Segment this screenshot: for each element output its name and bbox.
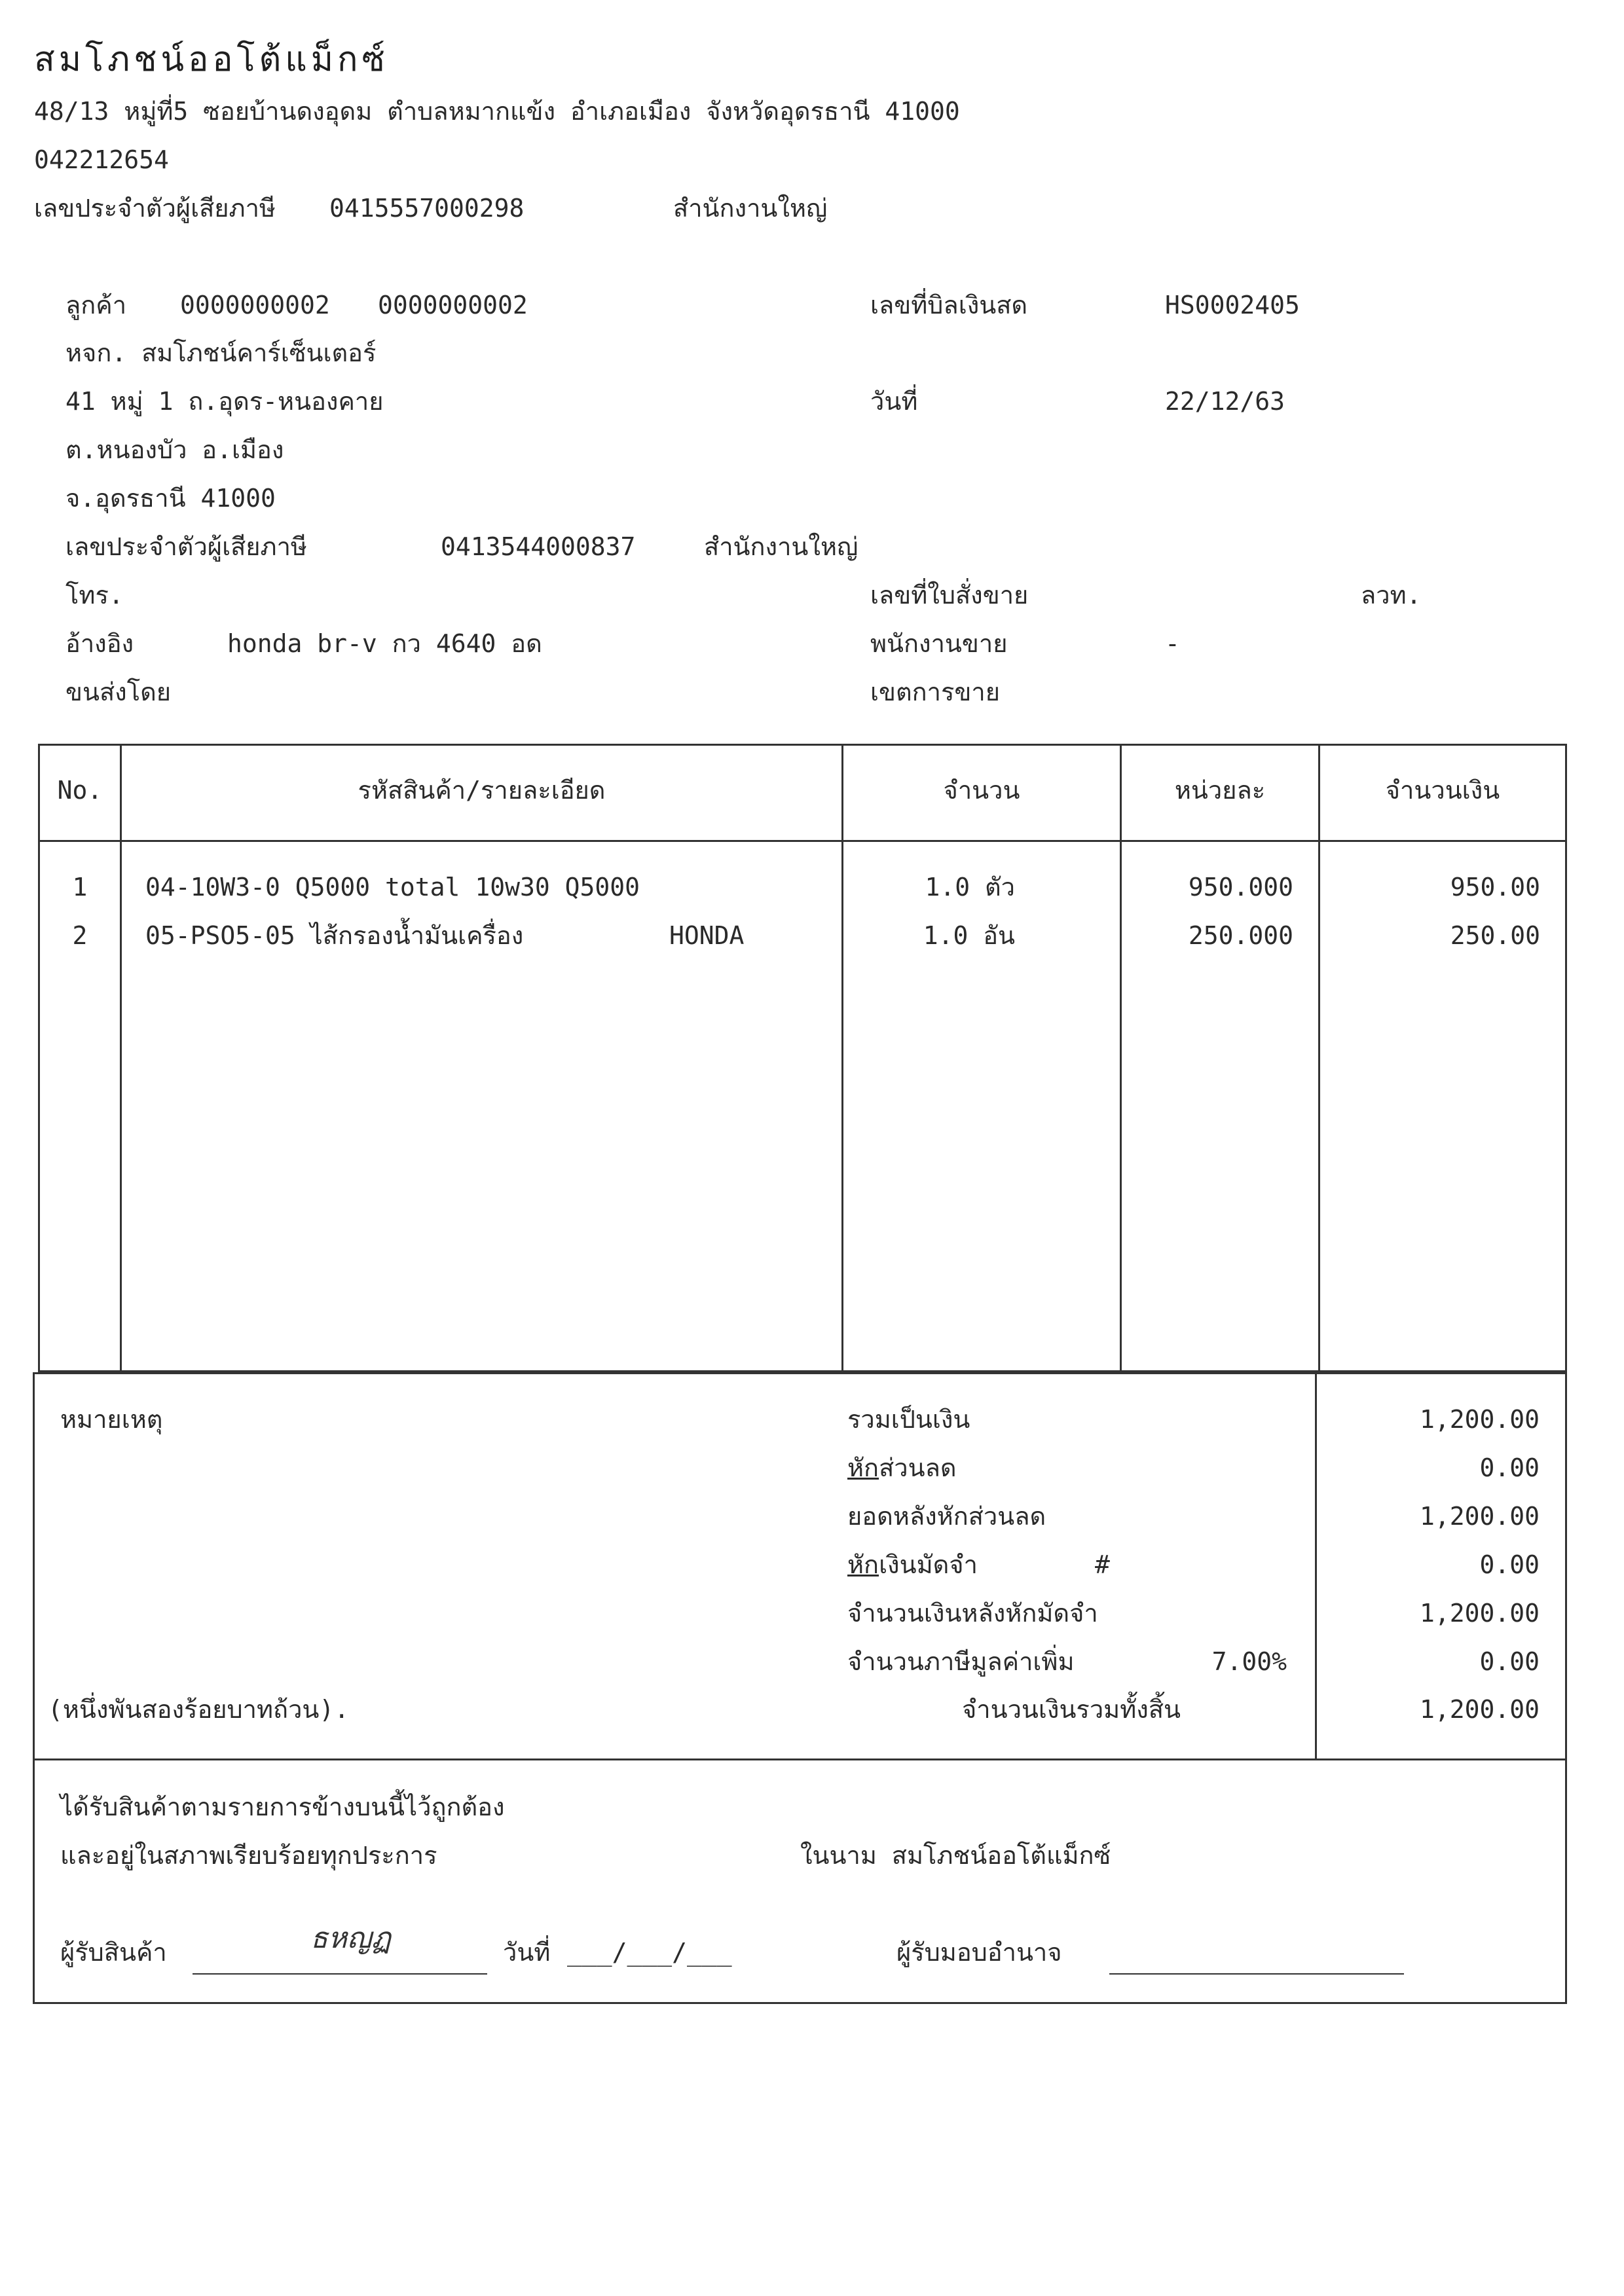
deposit-label — [847, 1550, 978, 1580]
col-divider — [841, 744, 843, 1372]
col-divider — [1120, 744, 1122, 1372]
col-divider — [120, 744, 122, 1372]
row-description: 05-PSO5-05 ไส้กรองน้ำมันเครื่อง — [145, 921, 524, 950]
customer-tax-id: 0413544000837 — [441, 532, 636, 561]
after-discount-value: 1,200.00 — [1419, 1502, 1540, 1531]
grand-total-value: 1,200.00 — [1419, 1695, 1540, 1724]
customer-code-2: 0000000002 — [378, 291, 528, 319]
after-deposit-value: 1,200.00 — [1419, 1599, 1540, 1628]
header-amount: จำนวนเงิน — [1385, 776, 1500, 805]
row-amount: 950.00 — [1450, 873, 1540, 902]
received-line-1: ได้รับสินค้าตามรายการข้างบนนี้ไว้ถูกต้อง — [60, 1793, 505, 1821]
order-extra: ลวท. — [1361, 581, 1422, 610]
customer-address-3: จ.อุดรธานี 41000 — [65, 484, 276, 513]
salesperson-label: พนักงานขาย — [870, 629, 1008, 658]
on-behalf-of: ในนาม สมโภชน์ออโต้แม็กซ์ — [800, 1841, 1111, 1870]
customer-code-1: 0000000002 — [180, 291, 330, 319]
row-brand: HONDA — [669, 921, 745, 950]
deposit-hash: # — [1095, 1550, 1110, 1579]
salesperson-value: - — [1165, 629, 1180, 658]
bill-no: HS0002405 — [1165, 291, 1300, 319]
customer-branch: สำนักงานใหญ่ — [704, 532, 858, 561]
discount-text: ส่วนลด — [879, 1453, 957, 1482]
header-unit-price: หน่วยละ — [1174, 776, 1266, 805]
customer-address-2: ต.หนองบัว อ.เมือง — [65, 435, 284, 464]
deposit-value: 0.00 — [1479, 1550, 1540, 1579]
header-quantity: จำนวน — [943, 776, 1020, 805]
customer-address-1: 41 หมู่ 1 ถ.อุดร-หนองคาย — [65, 387, 384, 416]
table-header-divider — [38, 840, 1567, 842]
company-tax-id: 0415557000298 — [329, 194, 525, 223]
receive-date-value: ___/___/___ — [567, 1938, 732, 1967]
after-discount-label: ยอดหลังหักส่วนลด — [847, 1502, 1046, 1531]
row-unit-price: 950.000 — [1188, 873, 1293, 902]
customer-ship-label: ขนส่งโดย — [65, 678, 172, 706]
row-amount: 250.00 — [1450, 921, 1540, 950]
company-name: สมโภชน์ออโต้แม็กซ์ — [34, 40, 389, 79]
deposit-prefix: หัก — [847, 1550, 879, 1579]
company-branch: สำนักงานใหญ่ — [673, 194, 828, 223]
grand-total-label: จำนวนเงินรวมทั้งสิ้น — [962, 1695, 1181, 1724]
deposit-text: เงินมัดจำ — [879, 1550, 978, 1579]
company-phone: 042212654 — [34, 145, 169, 174]
company-tax-label: เลขประจำตัวผู้เสียภาษี — [34, 194, 276, 223]
customer-name: หจก. สมโภชน์คาร์เซ็นเตอร์ — [65, 338, 377, 367]
receive-date-label: วันที่ — [503, 1938, 551, 1967]
authorized-signature-line — [1109, 1973, 1404, 1975]
row-description: 04-10W3-0 Q5000 total 10w30 Q5000 — [145, 873, 640, 902]
col-divider — [1318, 744, 1320, 1372]
total-in-words: (หนึ่งพันสองร้อยบาทถ้วน). — [48, 1695, 350, 1724]
customer-label: ลูกค้า — [65, 291, 127, 319]
receiver-signature-line — [193, 1973, 487, 1975]
items-table — [38, 744, 1567, 1372]
received-line-2: และอยู่ในสภาพเรียบร้อยทุกประการ — [60, 1841, 437, 1870]
subtotal-label: รวมเป็นเงิน — [847, 1405, 970, 1434]
receiver-label: ผู้รับสินค้า — [60, 1938, 167, 1967]
customer-ref-label: อ้างอิง — [65, 629, 134, 658]
bill-no-label: เลขที่บิลเงินสด — [870, 291, 1028, 319]
discount-label — [847, 1453, 957, 1484]
vat-label: จำนวนภาษีมูลค่าเพิ่ม — [847, 1647, 1075, 1676]
vat-value: 0.00 — [1479, 1647, 1540, 1676]
row-quantity: 1.0 ตัว — [925, 873, 1015, 902]
authorized-label: ผู้รับมอบอำนาจ — [896, 1938, 1062, 1967]
order-no-label: เลขที่ใบสั่งขาย — [870, 581, 1029, 610]
row-no: 2 — [72, 921, 88, 950]
discount-value: 0.00 — [1479, 1453, 1540, 1482]
remark-label: หมายเหตุ — [60, 1405, 163, 1434]
vat-rate: 7.00% — [1211, 1647, 1287, 1676]
row-quantity: 1.0 อัน — [923, 921, 1015, 950]
header-description: รหัสสินค้า/รายละเอียด — [358, 776, 606, 805]
company-address: 48/13 หมู่ที่5 ซอยบ้านดงอุดม ตำบลหมากแข้ง อำเภอเมือง จังหวัดอุดรธานี 41000 — [34, 97, 960, 126]
row-no: 1 — [72, 873, 88, 902]
header-no: No. — [57, 776, 103, 805]
sales-area-label: เขตการขาย — [870, 678, 1000, 706]
date-label: วันที่ — [870, 387, 918, 416]
discount-prefix: หัก — [847, 1453, 879, 1482]
receiver-signature: ธหญฏ — [310, 1922, 391, 1955]
row-unit-price: 250.000 — [1188, 921, 1293, 950]
customer-tel-label: โทร. — [65, 581, 124, 610]
customer-ref-value: honda br-v กว 4640 อด — [227, 629, 542, 658]
customer-tax-label: เลขประจำตัวผู้เสียภาษี — [65, 532, 307, 561]
subtotal-value: 1,200.00 — [1419, 1405, 1540, 1434]
invoice-date: 22/12/63 — [1165, 387, 1285, 416]
after-deposit-label: จำนวนเงินหลังหักมัดจำ — [847, 1599, 1098, 1628]
